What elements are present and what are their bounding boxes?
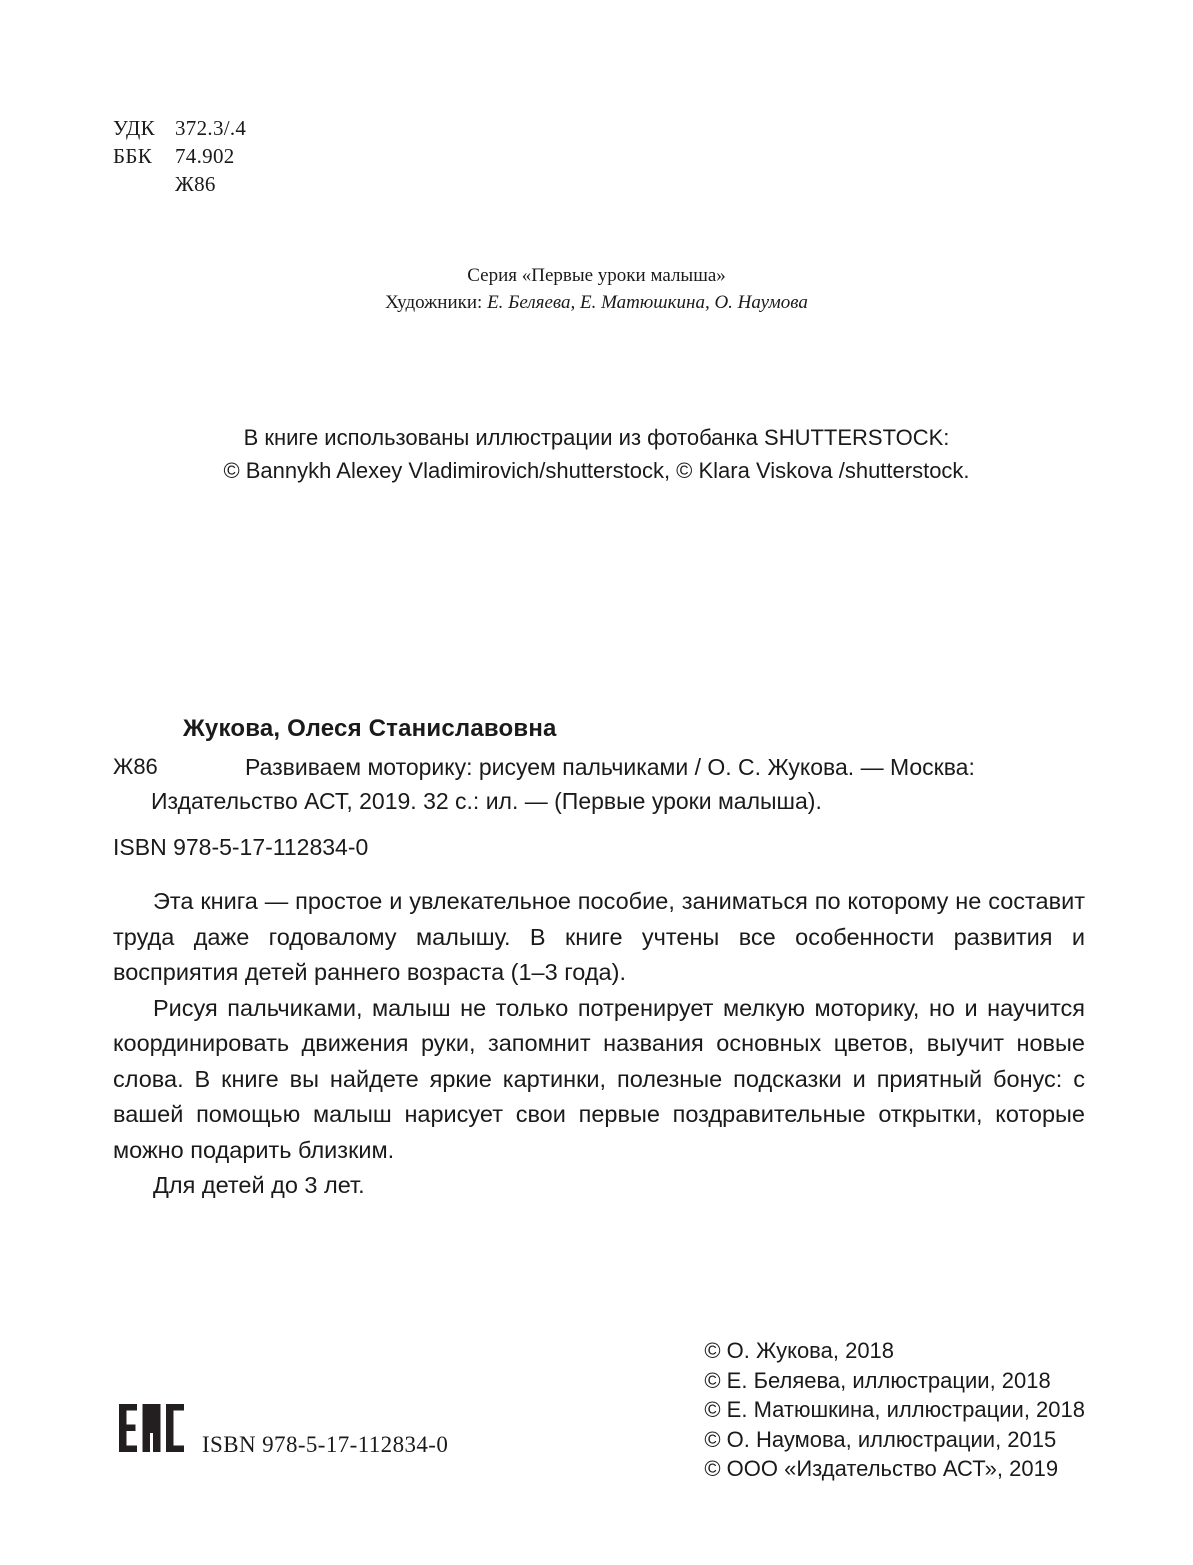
annotation-paragraph-2: Рисуя пальчиками, малыш не только потренирует мелкую моторику, но и научится координировать движения руки, запомнит названия основных цветов, выучит новые слова. В книге вы найдете яркие картинки, полезные подсказки и приятный бонус: с вашей помощью малыш нарисует свои первые поздравительные открытки, которые можно подарить близким.	[113, 994, 1085, 1163]
udk-value: 372.3/.4	[175, 116, 247, 140]
artists-label: Художники:	[385, 292, 488, 313]
copyright-block	[704, 1336, 1085, 1484]
eac-conformity-mark-icon	[117, 1402, 189, 1454]
author-code-value: Ж86	[175, 172, 216, 196]
biblio-description: Развиваем моторику: рисуем пальчиками / О. С. Жукова. — Москва: Издательство АСТ, 2019. 32 с.: ил. — (Первые уроки малыша).	[151, 754, 975, 814]
classification-row-bbk	[113, 142, 246, 170]
biblio-author-code: Ж86	[113, 754, 158, 779]
copyright-line: © ООО «Издательство АСТ», 2019	[704, 1456, 1059, 1481]
series-artists	[0, 289, 1193, 316]
copyright-line: © О. Наумова, иллюстрации, 2015	[704, 1426, 1057, 1452]
udk-label: УДК	[113, 116, 155, 140]
isbn-footer: ISBN 978-5-17-112834-0	[202, 1432, 449, 1457]
classification-row-code	[113, 170, 246, 198]
photobank-credit-block	[0, 421, 1193, 487]
photobank-credit-line1: В книге использованы иллюстрации из фотобанка SHUTTERSTOCK:	[243, 425, 950, 450]
code-label	[113, 170, 175, 198]
bibliographic-record	[113, 712, 1085, 864]
copyright-line: © О. Жукова, 2018	[704, 1338, 895, 1363]
biblio-description-wrapper	[113, 750, 1085, 818]
classification-block	[113, 114, 246, 198]
copyright-line: © Е. Беляева, иллюстрации, 2018	[704, 1367, 1051, 1393]
bbk-label: ББК	[113, 144, 153, 168]
book-author: Жукова, Олеся Станиславовна	[183, 715, 557, 742]
annotation-paragraph-3: Для детей до 3 лет.	[153, 1172, 365, 1198]
photobank-credit-line2: © Bannykh Alexey Vladimirovich/shutterstock, © Klara Viskova /shutterstock.	[223, 458, 970, 483]
series-name: Серия «Первые уроки малыша»	[467, 265, 726, 286]
bbk-value: 74.902	[175, 144, 235, 168]
copyright-line: © Е. Матюшкина, иллюстрации, 2018	[704, 1397, 1085, 1422]
annotation-block	[113, 884, 1085, 1204]
series-block	[0, 262, 1193, 316]
classification-row-udk	[113, 114, 246, 142]
annotation-paragraph-1: Эта книга — простое и увлекательное пособие, заниматься по которому не составит труда даже годовалому малышу. В книге учтены все особенности развития и восприятия детей раннего возраста (1–3 года).	[113, 888, 1085, 985]
isbn-primary: ISBN 978-5-17-112834-0	[113, 834, 369, 860]
artists-names: Е. Беляева, Е. Матюшкина, О. Наумова	[487, 292, 808, 313]
